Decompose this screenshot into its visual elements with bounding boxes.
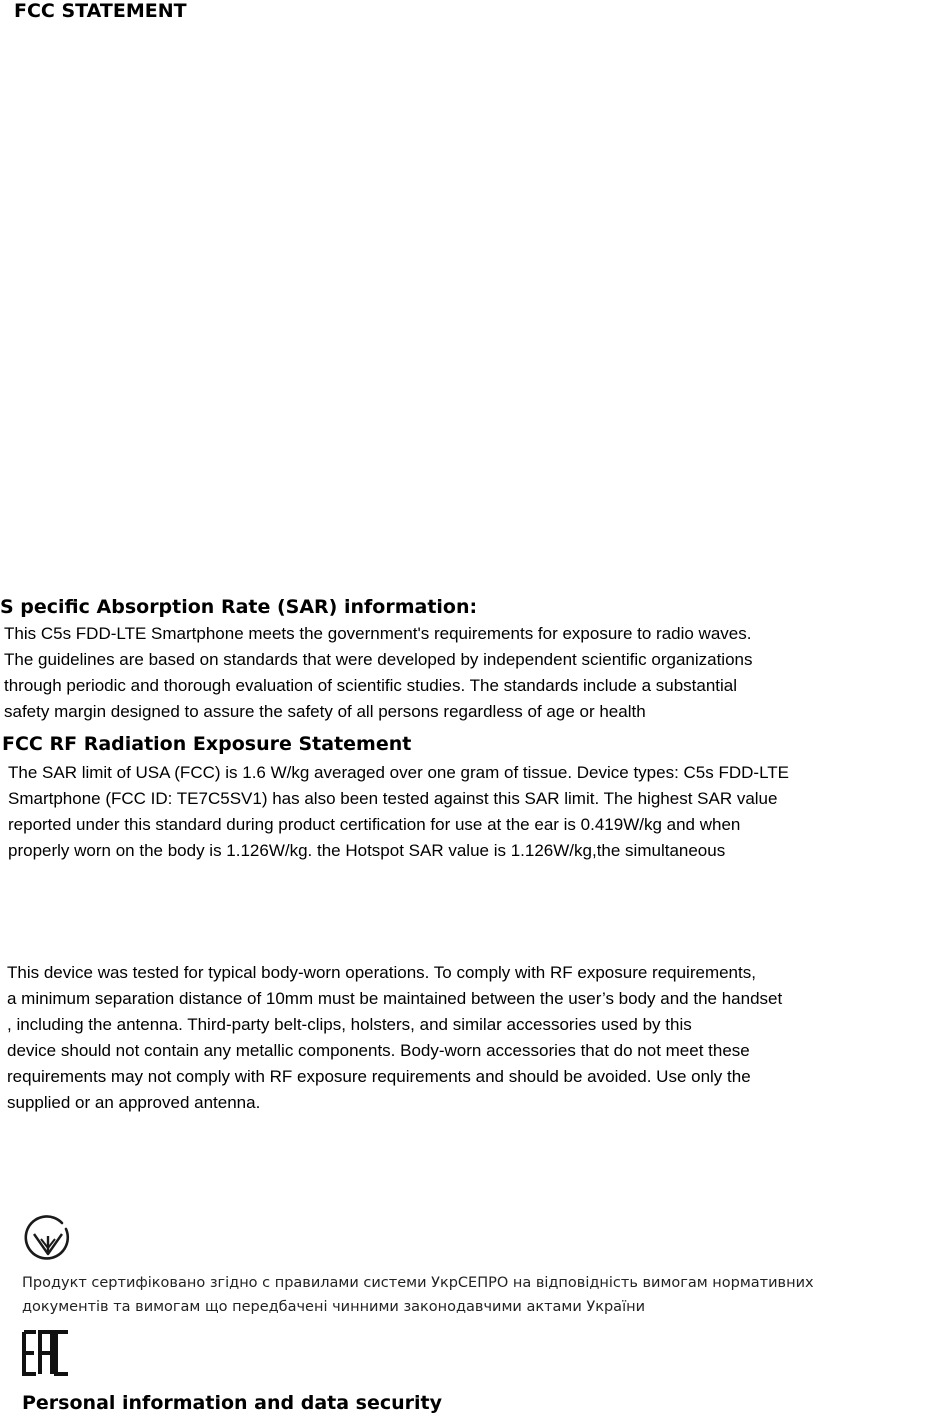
ukrsepro-mark-icon bbox=[22, 1214, 74, 1266]
rf-exposure-line: The SAR limit of USA (FCC) is 1.6 W/kg averaged over one gram of tissue. Device types: C5s FDD-LTE bbox=[8, 763, 789, 782]
sar-line: The guidelines are based on standards that were developed by independent scientific organizations bbox=[4, 650, 753, 669]
body-worn-paragraph bbox=[7, 960, 782, 1116]
sar-line: through periodic and thorough evaluation of scientific studies. The standards include a substantial bbox=[4, 676, 738, 695]
body-worn-line: This device was tested for typical body-worn operations. To comply with RF exposure requirements, bbox=[7, 963, 756, 982]
rf-exposure-line: Smartphone (FCC ID: TE7C5SV1) has also been tested against this SAR limit. The highest SAR value bbox=[8, 789, 778, 808]
body-worn-line: device should not contain any metallic components. Body-worn accessories that do not meet these bbox=[7, 1041, 750, 1060]
body-worn-line: , including the antenna. Third-party belt-clips, holsters, and similar accessories used by this bbox=[7, 1015, 692, 1034]
body-worn-line: supplied or an approved antenna. bbox=[7, 1093, 261, 1112]
sar-heading: S pecific Absorption Rate (SAR) information: bbox=[0, 596, 478, 618]
personal-info-heading: Personal information and data security bbox=[22, 1392, 442, 1414]
rf-exposure-paragraph bbox=[8, 760, 789, 864]
ukraine-certification-line: документів та вимогам що передбачені чинними законодавчими актами України bbox=[22, 1299, 646, 1315]
rf-exposure-line: properly worn on the body is 1.126W/kg. the Hotspot SAR value is 1.126W/kg,the simultaneous bbox=[8, 841, 726, 860]
eac-mark-icon bbox=[22, 1330, 70, 1376]
body-worn-line: requirements may not comply with RF exposure requirements and should be avoided. Use only the bbox=[7, 1067, 751, 1086]
rf-exposure-line: reported under this standard during product certification for use at the ear is 0.419W/kg and when bbox=[8, 815, 741, 834]
sar-line: safety margin designed to assure the safety of all persons regardless of age or health bbox=[4, 702, 646, 721]
ukraine-certification-line: Продукт сертифіковано згідно с правилами системи УкрСЕПРО на відповідність вимогам нормативних bbox=[22, 1275, 814, 1291]
ukraine-certification-text bbox=[22, 1271, 814, 1319]
sar-paragraph bbox=[4, 621, 753, 725]
rf-exposure-heading: FCC RF Radiation Exposure Statement bbox=[2, 733, 412, 755]
fcc-statement-title: FCC STATEMENT bbox=[14, 0, 187, 22]
body-worn-line: a minimum separation distance of 10mm must be maintained between the user’s body and the handset bbox=[7, 989, 783, 1008]
sar-line: This C5s FDD-LTE Smartphone meets the government's requirements for exposure to radio waves. bbox=[4, 624, 752, 643]
